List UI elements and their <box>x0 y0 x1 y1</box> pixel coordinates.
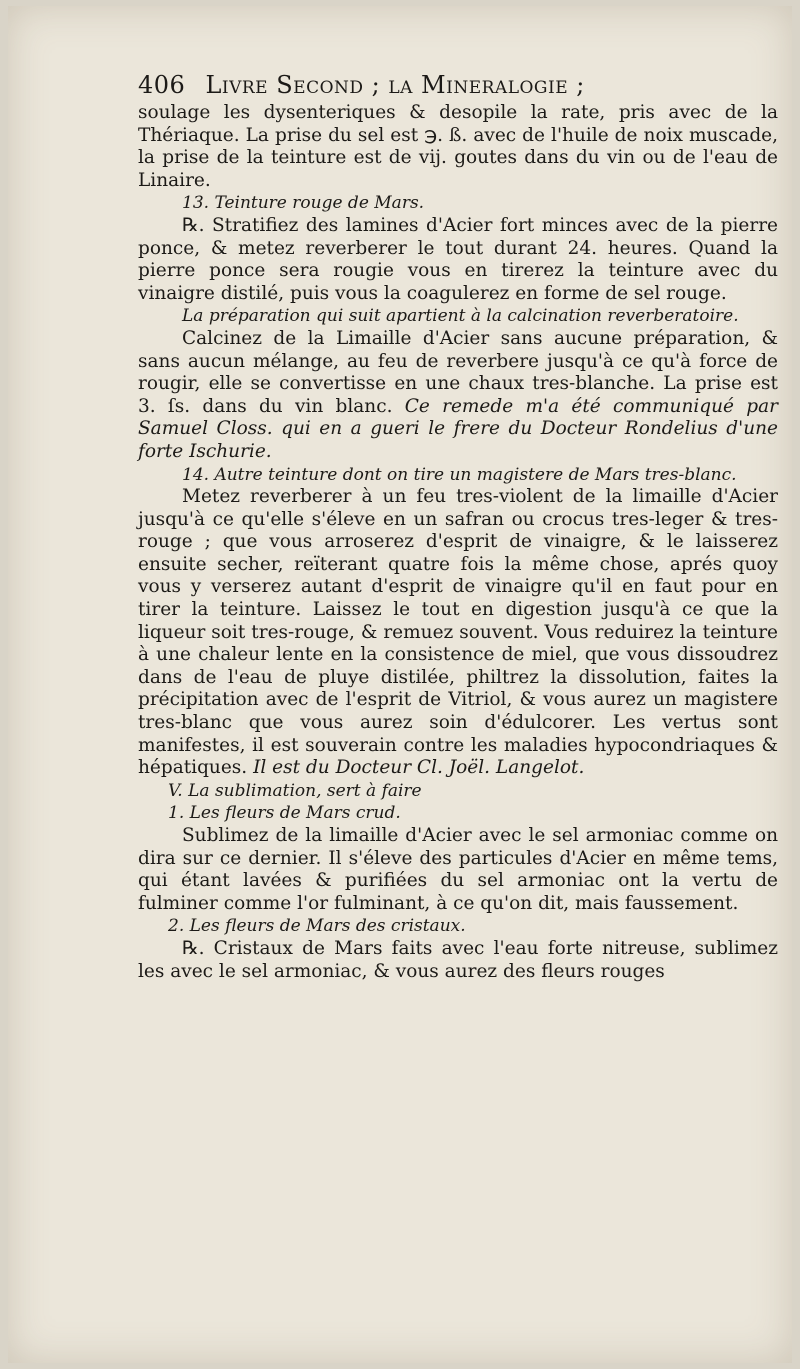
running-header <box>138 70 778 100</box>
paragraph-6: ℞. Cristaux de Mars faits avec l'eau forte nitreuse, sublimez les avec le sel armoniac, & vous aurez des fleurs rouges <box>138 937 778 982</box>
paragraph-3-attribution: Ce remede m'a été communiqué par Samuel Closs. qui en a gueri le frere du Docteur Rondelius d'une forte Ischurie. <box>138 395 778 462</box>
paragraph-4-text: Metez reverberer à un feu tres-violent de la limaille d'Acier jusqu'à ce qu'elle s'éleve en un safran ou crocus tres-leger & tres-rouge ; que vous arroserez d'esprit de vinaigre, & le laisserez ensuite secher, reïterant quatre fois la même chose, aprés quoy vous y verserez autant d'esprit de vinaigre qu'il en faut pour en tirer la teinture. Laissez le tout en digestion jusqu'à ce que la liqueur soit tres-rouge, & remuez souvent. Vous reduirez la teinture à une chaleur lente en la consistence de miel, que vous dissoudrez dans de l'eau de pluye distilée, philtrez la dissolution, faites la précipitation avec de l'esprit de Vitriol, & vous aurez un magistere tres-blanc que vous aurez soin d'édulcorer. Les vertus sont manifestes, il est souverain contre les maladies hypocondriaques & hépatiques. <box>138 486 778 779</box>
paragraph-3-text: Calcinez de la Limaille d'Acier sans aucune préparation, & sans aucun mélange, au feu de reverbere jusqu'à ce qu'à force de rougir, elle se convertisse en une chaux tres-blanche. La prise est 3. ſs. dans du vin blanc. <box>138 327 778 417</box>
heading-section-v: V. La sublimation, sert à faire <box>168 780 422 801</box>
heading-fleurs-mars-cristaux: 2. Les fleurs de Mars des cristaux. <box>168 916 466 937</box>
page-content <box>138 70 778 983</box>
running-title: Livre Second ; la Mineralogie ; <box>205 71 585 99</box>
paragraph-2: ℞. Stratifiez des lamines d'Acier fort minces avec de la pierre ponce, & metez reverberer le tout durant 24. heures. Quand la pierre ponce sera rougie vous en tirerez la teinture avec du vinaigre distilé, puis vous la coagulerez en forme de sel rouge. <box>138 214 778 304</box>
heading-fleurs-mars-crud: 1. Les fleurs de Mars crud. <box>168 803 401 824</box>
page-number: 406 <box>138 71 186 99</box>
heading-preparation: La préparation qui suit apartient à la calcination reverberatoire. <box>182 306 739 327</box>
paragraph-4 <box>138 486 778 780</box>
paragraph-4-attribution: Il est du Docteur Cl. Joël. Langelot. <box>253 757 585 779</box>
heading-14: 14. Autre teinture dont on tire un magistere de Mars tres-blanc. <box>182 464 737 485</box>
paragraph-3 <box>138 328 778 464</box>
heading-13: 13. Teinture rouge de Mars. <box>182 193 425 214</box>
paragraph-5: Sublimez de la limaille d'Acier avec le sel armoniac comme on dira sur ce dernier. Il s'éleve des particules d'Acier en même tems, qui étant lavées & purifiées du sel armoniac ont la vertu de fulminer comme l'or fulminant, à ce qu'on dit, mais faussement. <box>138 825 778 914</box>
paragraph-1: soulage les dysenteriques & desopile la rate, pris avec de la Thériaque. La prise du sel est ℈. ß. avec de l'huile de noix muscade, la prise de la teinture est de vij. goutes dans du vin ou de l'eau de Linaire. <box>138 102 778 191</box>
book-page <box>8 6 792 1363</box>
